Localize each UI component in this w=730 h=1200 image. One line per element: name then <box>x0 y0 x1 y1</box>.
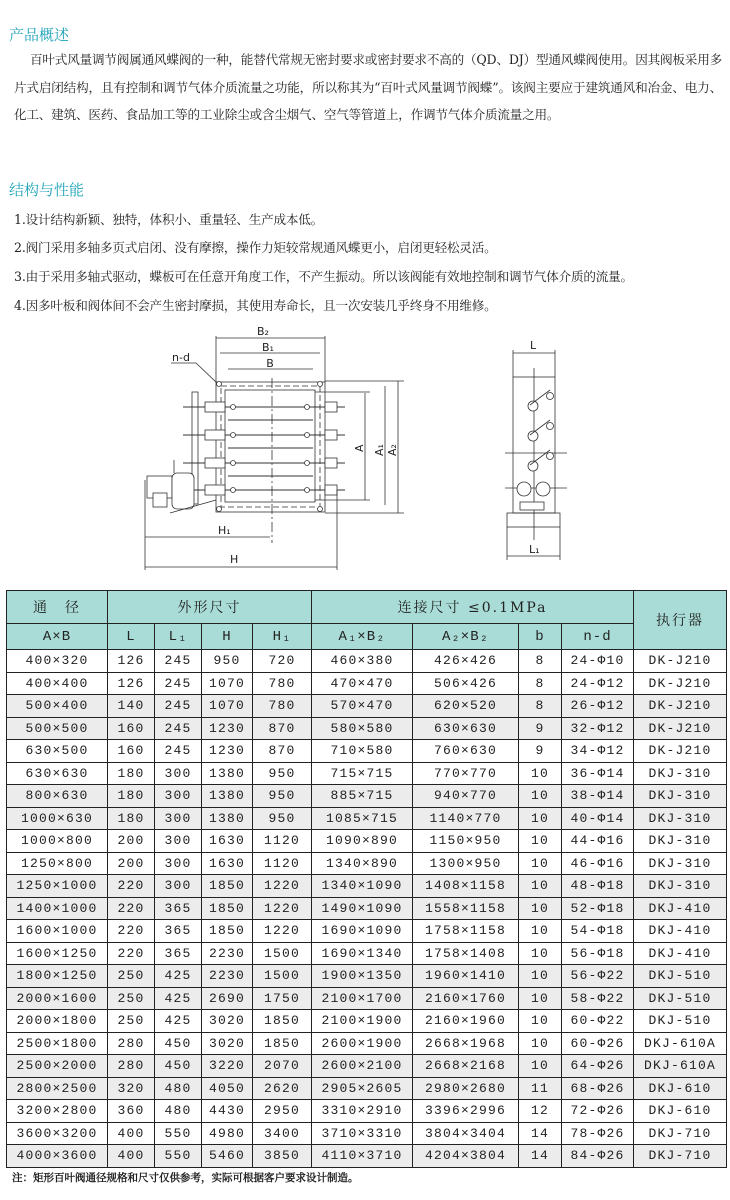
table-row <box>7 740 727 763</box>
cell-l: 280 <box>108 1055 155 1078</box>
table-row <box>7 807 727 830</box>
cell-h: 1380 <box>202 762 253 785</box>
cell-a2xb2: 3804×3404 <box>413 1122 519 1145</box>
cell-size-axb: 1000×800 <box>7 830 108 853</box>
table-row <box>7 942 727 965</box>
cell-a1xb2: 3710×3310 <box>312 1122 413 1145</box>
cell-h: 2230 <box>202 942 253 965</box>
cell-size-axb: 800×630 <box>7 785 108 808</box>
dim-l1-label: L₁ <box>529 543 540 556</box>
structure-heading: 结构与性能 <box>9 181 85 199</box>
cell-h: 1630 <box>202 830 253 853</box>
cell-a1xb2: 2100×1700 <box>312 987 413 1010</box>
cell-l: 280 <box>108 1032 155 1055</box>
cell-h: 1850 <box>202 920 253 943</box>
cell-actuator: DKJ-710 <box>634 1145 727 1168</box>
cell-actuator: DKJ-610A <box>634 1032 727 1055</box>
cell-h: 5460 <box>202 1145 253 1168</box>
table-row <box>7 965 727 988</box>
cell-h1: 780 <box>253 695 312 718</box>
cell-n-d: 36-Φ14 <box>562 762 634 785</box>
cell-n-d: 40-Φ14 <box>562 807 634 830</box>
column-header-b: b <box>519 624 562 650</box>
side-view <box>505 350 567 560</box>
cell-size-axb: 400×400 <box>7 672 108 695</box>
cell-h1: 1500 <box>253 965 312 988</box>
cell-a2xb2: 940×770 <box>413 785 519 808</box>
cell-size-axb: 1800×1250 <box>7 965 108 988</box>
cell-h: 1070 <box>202 695 253 718</box>
cell-actuator: DKJ-710 <box>634 1122 727 1145</box>
cell-l: 320 <box>108 1077 155 1100</box>
cell-h1: 870 <box>253 740 312 763</box>
cell-a1xb2: 1690×1090 <box>312 920 413 943</box>
cell-l1: 300 <box>155 830 202 853</box>
cell-b: 10 <box>519 1032 562 1055</box>
cell-h1: 2620 <box>253 1077 312 1100</box>
header-connection-dimensions: 连接尺寸 ≤0.1MPa <box>312 591 634 624</box>
cell-n-d: 68-Φ26 <box>562 1077 634 1100</box>
cell-l: 160 <box>108 740 155 763</box>
cell-b: 8 <box>519 695 562 718</box>
cell-l: 200 <box>108 830 155 853</box>
feature-item: 2.阀门采用多轴多页式启闭、没有摩擦，操作力矩较常规通风蝶更小，启闭更轻松灵活。 <box>14 240 497 255</box>
cell-actuator: DKJ-510 <box>634 987 727 1010</box>
overview-heading: 产品概述 <box>9 26 70 44</box>
cell-b: 10 <box>519 785 562 808</box>
cell-a2xb2: 2668×1968 <box>413 1032 519 1055</box>
dim-h-label: H <box>230 553 239 566</box>
dim-b1-label: B₁ <box>262 341 274 354</box>
cell-n-d: 84-Φ26 <box>562 1145 634 1168</box>
cell-l1: 480 <box>155 1077 202 1100</box>
footnote: 注：矩形百叶阀通径规格和尺寸仅供参考，实际可根据客户要求设计制造。 <box>12 1172 359 1184</box>
cell-size-axb: 2000×1600 <box>7 987 108 1010</box>
cell-n-d: 60-Φ22 <box>562 1010 634 1033</box>
cell-b: 10 <box>519 875 562 898</box>
cell-a1xb2: 2100×1900 <box>312 1010 413 1033</box>
cell-h: 950 <box>202 650 253 673</box>
feature-item: 4.因多叶板和阀体间不会产生密封摩损，其使用寿命长，且一次安装几乎终身不用维修。 <box>14 298 497 313</box>
cell-a2xb2: 2980×2680 <box>413 1077 519 1100</box>
cell-h: 1070 <box>202 672 253 695</box>
cell-size-axb: 630×630 <box>7 762 108 785</box>
cell-size-axb: 1000×630 <box>7 807 108 830</box>
cell-l1: 550 <box>155 1145 202 1168</box>
cell-n-d: 56-Φ22 <box>562 965 634 988</box>
dim-a-label: A <box>353 444 366 452</box>
table-row <box>7 717 727 740</box>
cell-l: 126 <box>108 650 155 673</box>
table-row <box>7 1077 727 1100</box>
table-row <box>7 1100 727 1123</box>
table-row <box>7 875 727 898</box>
cell-l1: 300 <box>155 875 202 898</box>
cell-h1: 3850 <box>253 1145 312 1168</box>
cell-actuator: DKJ-610 <box>634 1100 727 1123</box>
cell-n-d: 78-Φ26 <box>562 1122 634 1145</box>
cell-a1xb2: 2600×2100 <box>312 1055 413 1078</box>
cell-b: 10 <box>519 852 562 875</box>
table-row <box>7 762 727 785</box>
cell-a2xb2: 630×630 <box>413 717 519 740</box>
cell-a2xb2: 770×770 <box>413 762 519 785</box>
cell-a1xb2: 570×470 <box>312 695 413 718</box>
cell-n-d: 54-Φ18 <box>562 920 634 943</box>
cell-h: 1230 <box>202 740 253 763</box>
cell-a1xb2: 1340×1090 <box>312 875 413 898</box>
cell-h1: 1500 <box>253 942 312 965</box>
cell-l: 220 <box>108 942 155 965</box>
cell-actuator: DK-J210 <box>634 740 727 763</box>
cell-a1xb2: 4110×3710 <box>312 1145 413 1168</box>
cell-l: 250 <box>108 1010 155 1033</box>
table-row <box>7 920 727 943</box>
cell-a2xb2: 426×426 <box>413 650 519 673</box>
cell-h1: 1850 <box>253 1032 312 1055</box>
cell-a1xb2: 580×580 <box>312 717 413 740</box>
table-row <box>7 852 727 875</box>
cell-a2xb2: 1558×1158 <box>413 897 519 920</box>
cell-h1: 1220 <box>253 897 312 920</box>
header-outer-dimensions: 外形尺寸 <box>108 591 312 624</box>
cell-n-d: 46-Φ16 <box>562 852 634 875</box>
cell-a1xb2: 715×715 <box>312 762 413 785</box>
cell-a2xb2: 3396×2996 <box>413 1100 519 1123</box>
cell-h1: 950 <box>253 807 312 830</box>
cell-b: 10 <box>519 1010 562 1033</box>
feature-item: 1.设计结构新颖、独特，体积小、重量轻、生产成本低。 <box>14 212 324 227</box>
cell-a2xb2: 2668×2168 <box>413 1055 519 1078</box>
cell-actuator: DKJ-610 <box>634 1077 727 1100</box>
cell-a2xb2: 4204×3804 <box>413 1145 519 1168</box>
table-row <box>7 672 727 695</box>
column-header-n-d: n-d <box>562 624 634 650</box>
cell-a1xb2: 2600×1900 <box>312 1032 413 1055</box>
cell-b: 10 <box>519 807 562 830</box>
table-row <box>7 830 727 853</box>
cell-l: 200 <box>108 852 155 875</box>
cell-size-axb: 1600×1250 <box>7 942 108 965</box>
cell-size-axb: 4000×3600 <box>7 1145 108 1168</box>
cell-size-axb: 630×500 <box>7 740 108 763</box>
column-header-size-axb: A×B <box>7 624 108 650</box>
cell-l1: 450 <box>155 1055 202 1078</box>
cell-h: 3020 <box>202 1032 253 1055</box>
table-row <box>7 1055 727 1078</box>
cell-h: 2690 <box>202 987 253 1010</box>
cell-size-axb: 1250×800 <box>7 852 108 875</box>
cell-actuator: DKJ-410 <box>634 897 727 920</box>
cell-a2xb2: 1140×770 <box>413 807 519 830</box>
cell-l: 126 <box>108 672 155 695</box>
cell-n-d: 58-Φ22 <box>562 987 634 1010</box>
dim-b2-label: B₂ <box>257 325 269 338</box>
cell-actuator: DKJ-310 <box>634 852 727 875</box>
dim-a2-label: A₂ <box>386 444 399 456</box>
cell-b: 9 <box>519 740 562 763</box>
cell-b: 14 <box>519 1145 562 1168</box>
cell-actuator: DKJ-410 <box>634 920 727 943</box>
dim-b-label: B <box>266 357 274 370</box>
cell-n-d: 60-Φ26 <box>562 1032 634 1055</box>
cell-actuator: DK-J210 <box>634 650 727 673</box>
cell-l: 250 <box>108 987 155 1010</box>
cell-l1: 550 <box>155 1122 202 1145</box>
cell-l1: 450 <box>155 1032 202 1055</box>
cell-actuator: DKJ-310 <box>634 762 727 785</box>
cell-n-d: 48-Φ18 <box>562 875 634 898</box>
cell-b: 14 <box>519 1122 562 1145</box>
cell-a2xb2: 2160×1960 <box>413 1010 519 1033</box>
column-header-a1xb2: A₁×B₂ <box>312 624 413 650</box>
cell-n-d: 24-Φ10 <box>562 650 634 673</box>
cell-l: 180 <box>108 807 155 830</box>
cell-l1: 480 <box>155 1100 202 1123</box>
table-row <box>7 1032 727 1055</box>
cell-size-axb: 3200×2800 <box>7 1100 108 1123</box>
cell-h1: 1220 <box>253 920 312 943</box>
cell-n-d: 56-Φ18 <box>562 942 634 965</box>
cell-actuator: DK-J210 <box>634 695 727 718</box>
cell-b: 11 <box>519 1077 562 1100</box>
cell-a2xb2: 2160×1760 <box>413 987 519 1010</box>
cell-a1xb2: 1900×1350 <box>312 965 413 988</box>
cell-size-axb: 1400×1000 <box>7 897 108 920</box>
cell-h: 1380 <box>202 807 253 830</box>
cell-a1xb2: 1090×890 <box>312 830 413 853</box>
cell-actuator: DKJ-310 <box>634 807 727 830</box>
column-header-l1: L₁ <box>155 624 202 650</box>
cell-size-axb: 2800×2500 <box>7 1077 108 1100</box>
cell-l1: 365 <box>155 942 202 965</box>
cell-size-axb: 1250×1000 <box>7 875 108 898</box>
cell-l1: 425 <box>155 1010 202 1033</box>
cell-n-d: 72-Φ26 <box>562 1100 634 1123</box>
cell-actuator: DK-J210 <box>634 717 727 740</box>
dim-h1-label: H₁ <box>218 524 231 537</box>
cell-a1xb2: 885×715 <box>312 785 413 808</box>
cell-l: 220 <box>108 897 155 920</box>
cell-size-axb: 1600×1000 <box>7 920 108 943</box>
cell-l1: 425 <box>155 965 202 988</box>
cell-actuator: DKJ-510 <box>634 1010 727 1033</box>
cell-h: 4050 <box>202 1077 253 1100</box>
cell-h1: 1120 <box>253 830 312 853</box>
cell-l1: 300 <box>155 807 202 830</box>
cell-l: 220 <box>108 920 155 943</box>
cell-l: 360 <box>108 1100 155 1123</box>
cell-l1: 365 <box>155 920 202 943</box>
cell-a2xb2: 1758×1158 <box>413 920 519 943</box>
cell-a2xb2: 1300×950 <box>413 852 519 875</box>
spec-table <box>6 590 727 1168</box>
cell-b: 10 <box>519 920 562 943</box>
cell-actuator: DKJ-410 <box>634 942 727 965</box>
table-row <box>7 897 727 920</box>
cell-a1xb2: 3310×2910 <box>312 1100 413 1123</box>
cell-a2xb2: 1960×1410 <box>413 965 519 988</box>
cell-n-d: 26-Φ12 <box>562 695 634 718</box>
table-row <box>7 650 727 673</box>
cell-n-d: 44-Φ16 <box>562 830 634 853</box>
cell-l1: 300 <box>155 785 202 808</box>
front-view <box>145 336 404 570</box>
dim-nd-label: n-d <box>172 351 190 364</box>
column-header-a2xb2: A₂×B₂ <box>413 624 519 650</box>
cell-h1: 950 <box>253 785 312 808</box>
cell-a1xb2: 1690×1340 <box>312 942 413 965</box>
cell-a2xb2: 1758×1408 <box>413 942 519 965</box>
cell-h1: 1850 <box>253 1010 312 1033</box>
cell-l1: 365 <box>155 897 202 920</box>
cell-b: 10 <box>519 942 562 965</box>
cell-l: 400 <box>108 1122 155 1145</box>
header-nominal-size: 通 径 <box>7 591 108 624</box>
cell-actuator: DKJ-310 <box>634 875 727 898</box>
cell-actuator: DKJ-610A <box>634 1055 727 1078</box>
damper-dimension-diagram <box>0 320 730 580</box>
cell-b: 10 <box>519 987 562 1010</box>
cell-l1: 245 <box>155 740 202 763</box>
table-row <box>7 1010 727 1033</box>
cell-size-axb: 2500×1800 <box>7 1032 108 1055</box>
table-row <box>7 1122 727 1145</box>
cell-actuator: DK-J210 <box>634 672 727 695</box>
cell-h: 1380 <box>202 785 253 808</box>
cell-l1: 245 <box>155 717 202 740</box>
dim-l-label: L <box>530 339 537 352</box>
cell-l: 180 <box>108 762 155 785</box>
cell-n-d: 32-Φ12 <box>562 717 634 740</box>
cell-b: 12 <box>519 1100 562 1123</box>
cell-n-d: 38-Φ14 <box>562 785 634 808</box>
cell-h: 3220 <box>202 1055 253 1078</box>
cell-l: 250 <box>108 965 155 988</box>
cell-n-d: 34-Φ12 <box>562 740 634 763</box>
cell-l1: 300 <box>155 762 202 785</box>
overview-text: 百叶式风量调节阀属通风蝶阀的一种，能替代常规无密封要求或密封要求不高的（QD、DJ）型通风蝶阀使用。因其阀板采用多片式启闭结构，且有控制和调节气体介质流量之功能，所以称其为“百叶式风量调节阀蝶”。该阀主要应于建筑通风和冶金、电力、化工、建筑、医药、食品加工等的工业除尘或含尘烟气、空气等管道上，作调节气体介质流量之用。 <box>14 52 722 123</box>
cell-b: 9 <box>519 717 562 740</box>
cell-l: 180 <box>108 785 155 808</box>
table-row <box>7 1145 727 1168</box>
dimension-labels <box>172 325 540 566</box>
feature-item: 3.由于采用多轴式驱动，蝶板可在任意开角度工作，不产生振动。所以该阀能有效地控制和调节气体介质的流量。 <box>14 269 633 284</box>
cell-a2xb2: 1408×1158 <box>413 875 519 898</box>
cell-size-axb: 2500×2000 <box>7 1055 108 1078</box>
cell-h1: 1750 <box>253 987 312 1010</box>
cell-size-axb: 3600×3200 <box>7 1122 108 1145</box>
cell-a2xb2: 1150×950 <box>413 830 519 853</box>
cell-h1: 2070 <box>253 1055 312 1078</box>
cell-h: 4430 <box>202 1100 253 1123</box>
cell-n-d: 24-Φ12 <box>562 672 634 695</box>
cell-b: 10 <box>519 1055 562 1078</box>
cell-h1: 950 <box>253 762 312 785</box>
cell-h: 1230 <box>202 717 253 740</box>
cell-a1xb2: 1340×890 <box>312 852 413 875</box>
cell-l1: 300 <box>155 852 202 875</box>
cell-h: 1850 <box>202 875 253 898</box>
cell-h1: 2950 <box>253 1100 312 1123</box>
cell-a2xb2: 620×520 <box>413 695 519 718</box>
cell-a1xb2: 1085×715 <box>312 807 413 830</box>
cell-l: 400 <box>108 1145 155 1168</box>
cell-l1: 245 <box>155 695 202 718</box>
cell-a1xb2: 2905×2605 <box>312 1077 413 1100</box>
cell-size-axb: 2000×1800 <box>7 1010 108 1033</box>
cell-actuator: DKJ-310 <box>634 785 727 808</box>
table-row <box>7 695 727 718</box>
cell-a1xb2: 1490×1090 <box>312 897 413 920</box>
cell-a2xb2: 506×426 <box>413 672 519 695</box>
cell-size-axb: 400×320 <box>7 650 108 673</box>
cell-a1xb2: 460×380 <box>312 650 413 673</box>
header-actuator: 执行器 <box>634 591 727 650</box>
cell-a1xb2: 710×580 <box>312 740 413 763</box>
column-header-l: L <box>108 624 155 650</box>
table-row <box>7 785 727 808</box>
cell-h1: 780 <box>253 672 312 695</box>
cell-l: 160 <box>108 717 155 740</box>
cell-b: 10 <box>519 762 562 785</box>
cell-l1: 245 <box>155 650 202 673</box>
cell-b: 10 <box>519 897 562 920</box>
cell-h: 4980 <box>202 1122 253 1145</box>
column-header-h: H <box>202 624 253 650</box>
cell-h: 1850 <box>202 897 253 920</box>
cell-a2xb2: 760×630 <box>413 740 519 763</box>
cell-h1: 720 <box>253 650 312 673</box>
cell-h: 2230 <box>202 965 253 988</box>
cell-n-d: 52-Φ18 <box>562 897 634 920</box>
cell-h: 3020 <box>202 1010 253 1033</box>
cell-n-d: 64-Φ26 <box>562 1055 634 1078</box>
cell-a1xb2: 470×470 <box>312 672 413 695</box>
cell-b: 10 <box>519 830 562 853</box>
cell-l1: 245 <box>155 672 202 695</box>
cell-h1: 870 <box>253 717 312 740</box>
cell-size-axb: 500×500 <box>7 717 108 740</box>
cell-l: 220 <box>108 875 155 898</box>
cell-h1: 1120 <box>253 852 312 875</box>
cell-actuator: DKJ-310 <box>634 830 727 853</box>
cell-b: 8 <box>519 672 562 695</box>
cell-size-axb: 500×400 <box>7 695 108 718</box>
cell-h: 1630 <box>202 852 253 875</box>
cell-h1: 1220 <box>253 875 312 898</box>
cell-h1: 3400 <box>253 1122 312 1145</box>
cell-l: 140 <box>108 695 155 718</box>
dim-a1-label: A₁ <box>373 444 386 456</box>
table-row <box>7 987 727 1010</box>
cell-b: 10 <box>519 965 562 988</box>
column-header-h1: H₁ <box>253 624 312 650</box>
cell-actuator: DKJ-510 <box>634 965 727 988</box>
cell-l1: 425 <box>155 987 202 1010</box>
cell-b: 8 <box>519 650 562 673</box>
